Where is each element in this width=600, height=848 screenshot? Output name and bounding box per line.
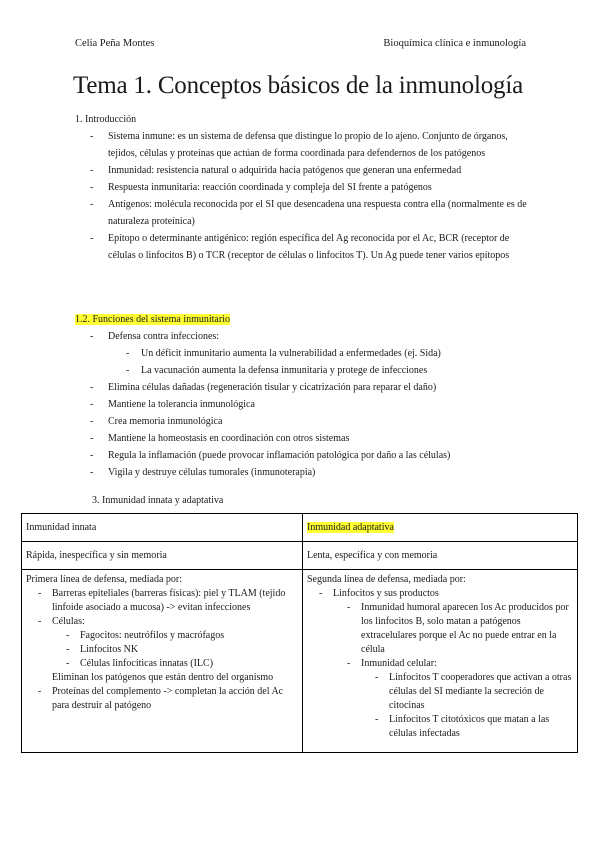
innate-list-cont [26, 685, 298, 713]
section-heading-immunity: 3. Inmunidad innata y adaptativa [92, 495, 224, 506]
list-item: - Antígenos: molécula reconocida por el SI que desencadena una respuesta contra ella (normalmente es de naturaleza proteínica) [75, 196, 530, 230]
list-item: - Linfocitos NK [52, 643, 298, 657]
table-row [22, 542, 578, 570]
adaptive-intro: Segunda línea de defensa, mediada por: [307, 574, 466, 585]
list-item: - Células linfocíticas innatas (ILC) [52, 657, 298, 671]
list-item: - Regula la inflamación (puede provocar inflamación patológica por daño a las células) [75, 447, 530, 464]
list-item: - Mantiene la tolerancia inmunológica [75, 396, 530, 413]
table-row [22, 514, 578, 542]
defense-label: Defensa contra infecciones: [108, 331, 220, 342]
list-item: - Inmunidad: resistencia natural o adquirida hacia patógenos que generan una enfermedad [75, 162, 530, 179]
cellular-label: Inmunidad celular: [361, 658, 437, 669]
cells-label: Células: [52, 616, 85, 627]
list-item: - Linfocitos T citotóxicos que matan a las células infectadas [361, 713, 573, 741]
list-item [26, 615, 298, 671]
innate-intro: Primera línea de defensa, mediada por: [26, 574, 183, 585]
list-item: - Mantiene la homeostasis en coordinación con otros sistemas [75, 430, 530, 447]
adaptive-list [307, 587, 573, 741]
list-item: - Un déficit inmunitario aumenta la vulnerabilidad a enfermedades (ej. Sida) [108, 345, 530, 362]
cells-sublist [52, 629, 298, 671]
page-title: Tema 1. Conceptos básicos de la inmunología [73, 72, 523, 99]
list-item [333, 657, 573, 741]
list-item: - Proteínas del complemento -> completan la acción del Ac para destruir al patógeno [26, 685, 298, 713]
defense-sublist [108, 345, 530, 379]
immunity-comparison-table [21, 513, 578, 753]
adaptive-detail-cell [303, 570, 578, 753]
section-introduction [75, 111, 530, 264]
adaptive-summary: Lenta, específica y con memoria [303, 542, 578, 570]
header-subject: Bioquímica clínica e inmunología [383, 38, 526, 49]
list-item [75, 328, 530, 379]
innate-summary: Rápida, inespecífica y sin memoria [22, 542, 303, 570]
list-item: - Vigila y destruye células tumorales (inmunoterapia) [75, 464, 530, 481]
table-header-adaptive: Inmunidad adaptativa [303, 514, 578, 542]
lymph-sublist [333, 601, 573, 741]
list-item: - Elimina células dañadas (regeneración tisular y cicatrización para reparar el daño) [75, 379, 530, 396]
section-heading-highlighted: 1.2. Funciones del sistema inmunitario [75, 314, 230, 325]
functions-list [75, 328, 530, 481]
table-row [22, 570, 578, 753]
list-item: - Barreras epiteliales (barreras físicas): piel y TLAM (tejido linfoide asociado a mucosa) -> evitan infecciones [26, 587, 298, 615]
innate-list [26, 587, 298, 671]
innate-note: Eliminan los patógenos que están dentro del organismo [52, 672, 274, 683]
list-item: - Crea memoria inmunológica [75, 413, 530, 430]
list-item: - La vacunación aumenta la defensa inmunitaria y protege de infecciones [108, 362, 530, 379]
list-item: - Sistema inmune: es un sistema de defensa que distingue lo propio de lo ajeno. Conjunto de órganos, tejidos, células y proteínas que actúan de forma coordinada para defendernos de los patógenos [75, 128, 530, 162]
cellular-sublist [361, 671, 573, 741]
table-header-innate: Inmunidad innata [22, 514, 303, 542]
list-item [307, 587, 573, 741]
list-item: - Inmunidad humoral aparecen los Ac producidos por los linfocitos B, solo matan a patógenos extracelulares porque el Ac no puede entrar en la célula [333, 601, 573, 657]
intro-list [75, 128, 530, 264]
list-item: - Epítopo o determinante antigénico: región específica del Ag reconocida por el Ac, BCR (receptor de células o linfocitos B) o TCR (receptor de células o linfocitos T). Un Ag puede tener varios epítopos [75, 230, 530, 264]
header-author: Celia Peña Montes [75, 38, 155, 49]
list-item: - Linfocitos T cooperadores que activan a otras células del SI mediante la secreción de citocinas [361, 671, 573, 713]
section-functions [75, 311, 530, 481]
lymph-label: Linfocitos y sus productos [333, 588, 439, 599]
list-item: - Fagocitos: neutrófilos y macrófagos [52, 629, 298, 643]
list-item: - Respuesta inmunitaria: reacción coordinada y compleja del SI frente a patógenos [75, 179, 530, 196]
innate-detail-cell [22, 570, 303, 753]
section-heading: 1. Introducción [75, 114, 137, 125]
